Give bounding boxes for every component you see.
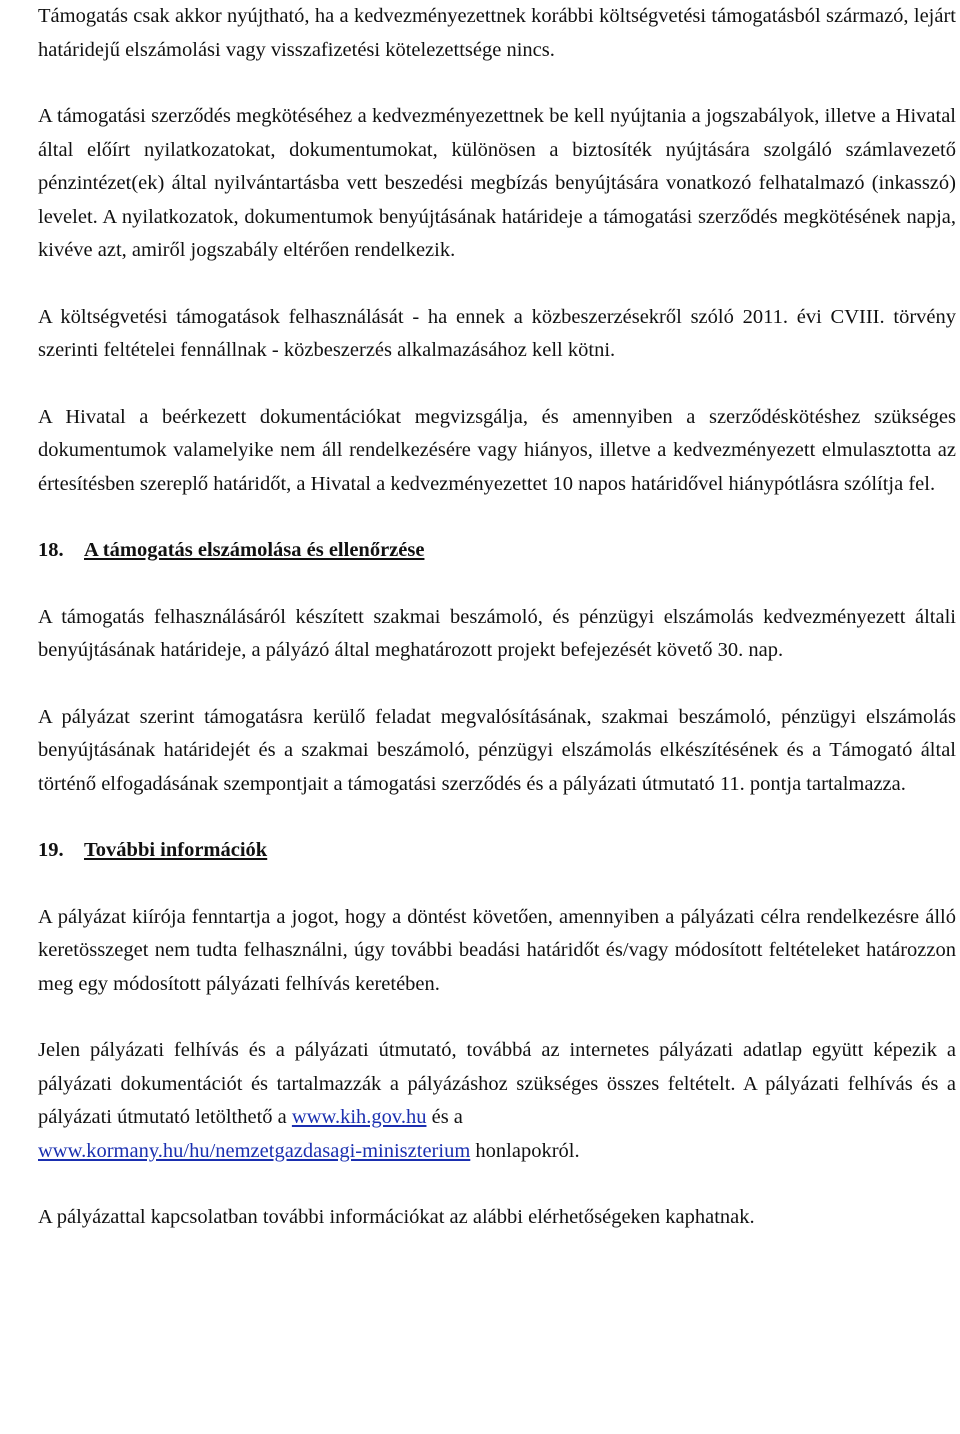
paragraph-contract-documents: A támogatási szerződés megkötéséhez a kedvezményezettnek be kell nyújtania a jogszabályok, illetve a Hivatal által előírt nyilatkozatokat, dokumentumokat, különösen a biztosíték nyújtására szolgáló számlavezető pénzintézet(ek) által nyilvántartásba vett beszedési megbízás benyújtására vonatkozó felhatalmazó (inkasszó) levelet. A nyilatkozatok, dokumentumok benyújtásának határideje a támogatási szerződés megkötésének napja, kivéve azt, amiről jogszabály eltérően rendelkezik. [38, 105, 956, 261]
paragraph-issuer-rights: A pályázat kiírója fenntartja a jogot, hogy a döntést követően, amennyiben a pályázati célra rendelkezésre álló keretösszeget nem tudta felhasználni, úgy további beadási határidőt és/vagy módosított feltételeket határozzon meg egy módosított pályázati felhívás keretében. [38, 905, 956, 995]
section-19-title: További információk [84, 839, 268, 861]
link-kormany-hu[interactable]: www.kormany.hu/hu/nemzetgazdasagi-miniszterium [38, 1139, 471, 1162]
paragraph-document-review: A Hivatal a beérkezett dokumentációkat megvizsgálja, és amennyiben a szerződéskötéshez szükséges dokumentumok valamelyike nem áll rendelkezésére vagy hiányos, illetve a kedvezményezett elmulasztotta az értesítésben szereplő határidőt, a Hivatal a kedvezményezettet 10 napos határidővel hiánypótlásra szólítja fel. [38, 405, 956, 495]
link-kih-gov-hu[interactable]: www.kih.gov.hu [291, 1106, 427, 1128]
document-page [38, 0, 956, 1235]
documentation-text-end: honlapokról. [470, 1139, 580, 1162]
documentation-text-middle: és a [426, 1106, 463, 1128]
paragraph-settlement-deadline: A támogatás felhasználásáról készített szakmai beszámoló, és pénzügyi elszámolás kedvezményezett általi benyújtásának határideje, a pályázó által meghatározott projekt befejezését követő 30. nap. [38, 605, 956, 661]
section-18-title: A támogatás elszámolása és ellenőrzése [84, 539, 425, 561]
paragraph-documentation [38, 1034, 956, 1168]
paragraph-settlement-rules: A pályázat szerint támogatásra kerülő feladat megvalósításának, szakmai beszámoló, pénzügyi elszámolás benyújtásának határidejét és a szakmai beszámoló, pénzügyi elszámolás elkészítésének és a Támogató által történő elfogadásának szempontjait a támogatási szerződés és a pályázati útmutató 11. pontja tartalmazza. [38, 705, 956, 795]
section-18-heading [38, 534, 956, 568]
section-18-number: 18. [38, 539, 64, 561]
section-19-heading [38, 834, 956, 868]
paragraph-support-condition: Támogatás csak akkor nyújtható, ha a kedvezményezettnek korábbi költségvetési támogatásból származó, lejárt határidejű elszámolási vagy visszafizetési kötelezettsége nincs. [38, 5, 956, 61]
documentation-text-start: Jelen pályázati felhívás és a pályázati útmutató, továbbá az internetes pályázati adatlap együtt képezik a pályázati dokumentációt és tartalmazzák a pályázáshoz szükséges összes feltételt. A pályázati felhívás és a pályázati útmutató letölthető a [38, 1039, 956, 1128]
paragraph-public-procurement: A költségvetési támogatások felhasználását - ha ennek a közbeszerzésekről szóló 2011. évi CVIII. törvény szerinti feltételei fennállnak - közbeszerzés alkalmazásához kell kötni. [38, 305, 956, 361]
section-19-number: 19. [38, 839, 64, 861]
paragraph-contact-info: A pályázattal kapcsolatban további információkat az alábbi elérhetőségeken kaphatnak. [38, 1206, 755, 1228]
